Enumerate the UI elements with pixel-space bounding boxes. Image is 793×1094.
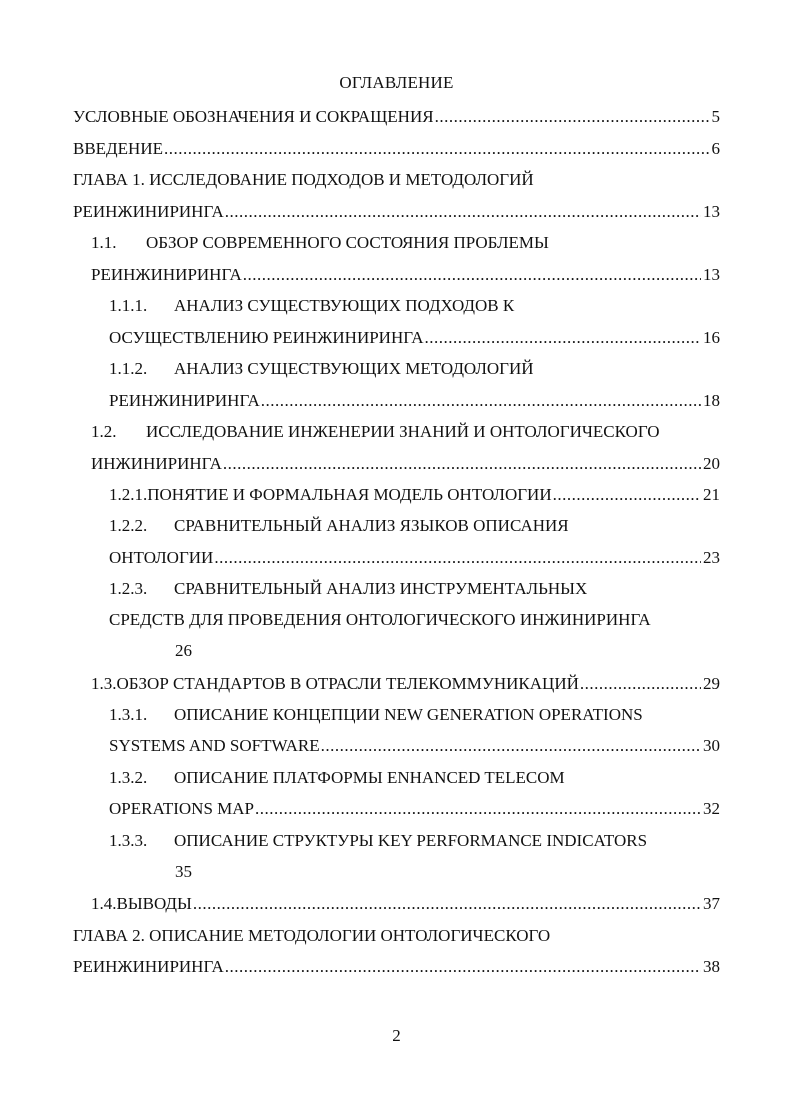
toc-page-number: 23 [703, 548, 720, 567]
toc-entry-1-2[interactable] [91, 422, 660, 442]
toc-entry-1-1-1[interactable] [109, 296, 514, 316]
section-number: 1.2.3. [109, 579, 148, 598]
toc-page-number: 26 [175, 641, 192, 660]
page-number: 2 [392, 1026, 401, 1045]
toc-entry-text: ВЫВОДЫ [116, 894, 192, 913]
dot-leader [425, 328, 702, 348]
dot-leader [193, 894, 701, 914]
toc-page-number: 21 [703, 485, 720, 504]
toc-entry-1-3-1-cont[interactable] [109, 736, 720, 756]
toc-entry-text: СРАВНИТЕЛЬНЫЙ АНАЛИЗ ЯЗЫКОВ ОПИСАНИЯ [174, 516, 569, 535]
toc-entry-1-3-2-cont[interactable] [109, 799, 720, 819]
section-number: 1.4. [91, 894, 117, 913]
toc-page-number: 20 [703, 454, 720, 473]
toc-entry-1-3-1[interactable] [109, 705, 643, 725]
section-number: 1.1.1. [109, 296, 148, 315]
dot-leader [321, 736, 701, 756]
toc-entry-text: РЕИНЖИНИРИНГА [73, 202, 224, 221]
toc-entry-text: УСЛОВНЫЕ ОБОЗНАЧЕНИЯ И СОКРАЩЕНИЯ [73, 107, 434, 126]
toc-page-number: 5 [711, 107, 720, 126]
toc-entry-1-2-3[interactable] [109, 579, 587, 599]
toc-page-number: 37 [703, 894, 720, 913]
toc-page-number: 13 [703, 265, 720, 284]
toc-page-number: 6 [711, 139, 720, 158]
toc-entry-1-3-3[interactable] [109, 831, 647, 851]
toc-page-number: 16 [703, 328, 720, 347]
toc-entry-text: ГЛАВА 1. ИССЛЕДОВАНИЕ ПОДХОДОВ И МЕТОДОЛОГИЙ [73, 170, 534, 189]
toc-entry-text: СРЕДСТВ ДЛЯ ПРОВЕДЕНИЯ ОНТОЛОГИЧЕСКОГО ИНЖИНИРИНГА [109, 610, 651, 629]
dot-leader [580, 674, 701, 694]
toc-entry-1-2-3-cont[interactable] [109, 610, 651, 630]
toc-entry-1-1-2-cont[interactable] [109, 391, 720, 411]
section-number: 1.2.2. [109, 516, 148, 535]
toc-page-number: 32 [703, 799, 720, 818]
toc-entry-text: ГЛАВА 2. ОПИСАНИЕ МЕТОДОЛОГИИ ОНТОЛОГИЧЕСКОГО [73, 926, 551, 945]
toc-entry-chapter-2[interactable] [73, 926, 550, 946]
toc-page-number: 29 [703, 674, 720, 693]
toc-entry-1-2-2[interactable] [109, 516, 569, 536]
toc-entry-text: ИССЛЕДОВАНИЕ ИНЖЕНЕРИИ ЗНАНИЙ И ОНТОЛОГИЧЕСКОГО [146, 422, 660, 441]
section-number: 1.2.1. [109, 485, 148, 504]
toc-entry-text: OPERATIONS MAP [109, 799, 254, 818]
toc-entry-1-3-2[interactable] [109, 768, 565, 788]
toc-entry-text: ОБЗОР СОВРЕМЕННОГО СОСТОЯНИЯ ПРОБЛЕМЫ [146, 233, 549, 252]
toc-entry-text: ВВЕДЕНИЕ [73, 139, 163, 158]
toc-entry-1-1-2[interactable] [109, 359, 534, 379]
toc-entry-1-1-1-cont[interactable] [109, 328, 720, 348]
toc-entry-1-1[interactable] [91, 233, 549, 253]
dot-leader [435, 107, 710, 127]
toc-entry-text: РЕИНЖИНИРИНГА [73, 957, 224, 976]
toc-title: ОГЛАВЛЕНИЕ [339, 73, 454, 92]
toc-entry-1-2-3-page[interactable] [175, 641, 192, 661]
toc-entry-text: ОБЗОР СТАНДАРТОВ В ОТРАСЛИ ТЕЛЕКОММУНИКАЦИЙ [116, 674, 579, 693]
section-number: 1.3.2. [109, 768, 148, 787]
toc-entry-text: ОНТОЛОГИИ [109, 548, 214, 567]
toc-entry-text: ОПИСАНИЕ СТРУКТУРЫ KEY PERFORMANCE INDICATORS [174, 831, 648, 850]
dot-leader [214, 548, 701, 568]
toc-entry-text: РЕИНЖИНИРИНГА [91, 265, 242, 284]
section-number: 1.3.3. [109, 831, 148, 850]
toc-entry-text: АНАЛИЗ СУЩЕСТВУЮЩИХ ПОДХОДОВ К [174, 296, 515, 315]
toc-page-number: 13 [703, 202, 720, 221]
dot-leader [223, 454, 701, 474]
toc-entry-text: ОПИСАНИЕ КОНЦЕПЦИИ NEW GENERATION OPERATIONS [174, 705, 643, 724]
toc-page-number: 30 [703, 736, 720, 755]
toc-entry-text: ОСУЩЕСТВЛЕНИЮ РЕИНЖИНИРИНГА [109, 328, 424, 347]
toc-entry-text: ПОНЯТИЕ И ФОРМАЛЬНАЯ МОДЕЛЬ ОНТОЛОГИИ [147, 485, 552, 504]
toc-entry-1-1-cont[interactable] [91, 265, 720, 285]
toc-page-number: 35 [175, 862, 192, 881]
toc-page-number: 38 [703, 957, 720, 976]
dot-leader [243, 265, 701, 285]
toc-entry-text: SYSTEMS AND SOFTWARE [109, 736, 320, 755]
dot-leader [225, 202, 701, 222]
toc-page-number: 18 [703, 391, 720, 410]
section-number: 1.1. [91, 233, 117, 252]
toc-entry-chapter-1-cont[interactable] [73, 202, 720, 222]
toc-entry-chapter-1[interactable] [73, 170, 534, 190]
section-number: 1.2. [91, 422, 117, 441]
toc-entry-1-2-cont[interactable] [91, 454, 720, 474]
dot-leader [225, 957, 701, 977]
toc-entry-chapter-2-cont[interactable] [73, 957, 720, 977]
toc-entry-text: АНАЛИЗ СУЩЕСТВУЮЩИХ МЕТОДОЛОГИЙ [174, 359, 534, 378]
toc-entry-text: ОПИСАНИЕ ПЛАТФОРМЫ ENHANCED TELECOM [174, 768, 565, 787]
toc-entry-text: СРАВНИТЕЛЬНЫЙ АНАЛИЗ ИНСТРУМЕНТАЛЬНЫХ [174, 579, 588, 598]
toc-entry-1-2-1[interactable] [109, 485, 720, 505]
dot-leader [261, 391, 701, 411]
toc-entry-text: ИНЖИНИРИНГА [91, 454, 222, 473]
dot-leader [255, 799, 701, 819]
toc-entry-text: РЕИНЖИНИРИНГА [109, 391, 260, 410]
section-number: 1.3.1. [109, 705, 148, 724]
dot-leader [164, 139, 710, 159]
toc-entry-1-3[interactable] [91, 674, 720, 694]
dot-leader [553, 485, 701, 505]
toc-entry-1-3-3-page[interactable] [175, 862, 192, 882]
toc-entry-conventions[interactable] [73, 107, 720, 127]
toc-entry-1-4[interactable] [91, 894, 720, 914]
toc-entry-introduction[interactable] [73, 139, 720, 159]
section-number: 1.1.2. [109, 359, 148, 378]
section-number: 1.3. [91, 674, 117, 693]
toc-entry-1-2-2-cont[interactable] [109, 548, 720, 568]
